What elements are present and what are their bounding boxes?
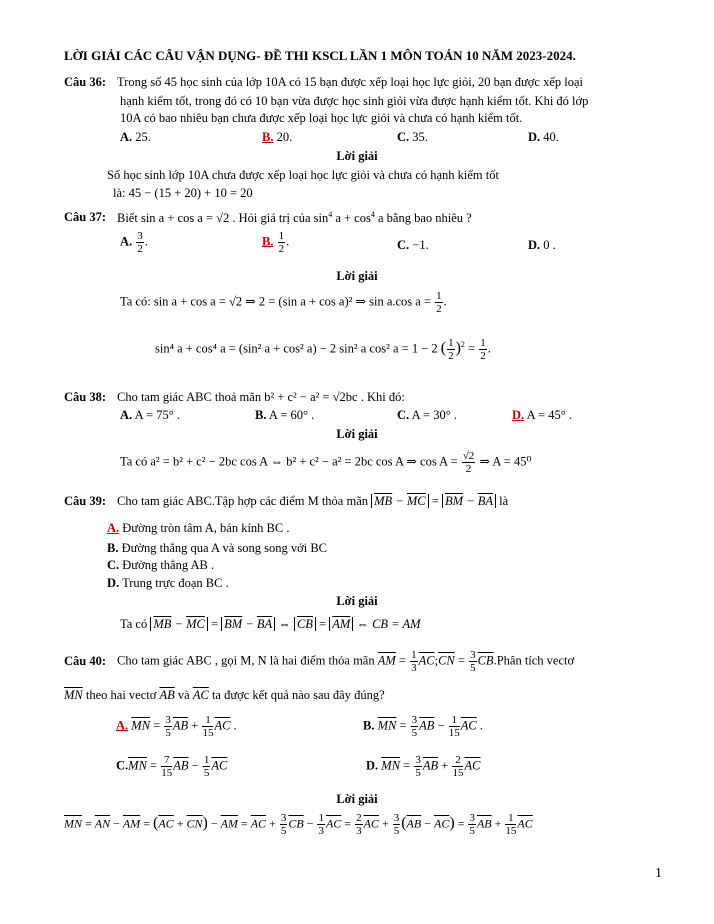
q37-stem-c: a bằng bao nhiêu ?: [377, 211, 472, 226]
q40-option-a-f1n: 3: [165, 714, 171, 726]
q37-solution-line2: sin⁴ a + cos⁴ a = (sin² a + cos² a) − 2 sin² a cos² a = 1 − 2 ( $\frac{1}{2}$ )$^2$ = $\frac{1}{2}$ .: [155, 337, 491, 362]
q36-option-b: [262, 130, 292, 145]
q39-vec-bm: $\overline{BM}$: [444, 494, 464, 508]
q37-option-b-den: 2: [278, 243, 285, 255]
q40-option-c-mn: $\overline{MN}$: [128, 758, 147, 773]
q37-option-d: [528, 238, 556, 253]
q40-vec-cn: $\overline{CN}$: [438, 653, 455, 668]
q37-label: Câu 37:: [64, 210, 107, 224]
q40-option-b-letter: B.: [363, 718, 375, 733]
q38-option-c-letter: C.: [397, 408, 410, 422]
q40-option-b: B. $\overline{MN}$ = $\frac{3}{5}$ $\overline{AB}$ − $\frac{1}{15}$ $\overline{AC}$ .: [363, 714, 483, 739]
q39-option-d-letter: D.: [107, 576, 120, 590]
q40-option-c-f1n: 7: [161, 754, 172, 767]
q38-sol-den: 2: [465, 463, 472, 475]
q38-sol-num: √2: [462, 450, 475, 462]
q40-option-d-ac: $\overline{AC}$: [464, 758, 481, 773]
q40-option-c-f2d: 5: [203, 767, 210, 779]
q37-option-a-letter: A.: [120, 234, 133, 249]
q39-option-d: [107, 576, 229, 591]
q40-vec-am: $\overline{AM}$: [377, 653, 396, 668]
q38-option-c-text: A = 30° .: [411, 408, 457, 422]
q40-option-a: A. $\overline{MN}$ = $\frac{3}{5}$ $\overline{AB}$ + $\frac{1}{15}$ $\overline{AC}$ .: [116, 714, 237, 739]
q36-option-c-letter: C.: [397, 130, 410, 144]
q40-option-d-f1n: 3: [415, 754, 421, 766]
q40-option-a-ab: $\overline{AB}$: [172, 718, 189, 733]
q40-line2-vec-ac: $\overline{AC}$: [192, 688, 209, 702]
q40-line2-b: và: [177, 688, 190, 702]
q40-option-c-ac: $\overline{AC}$: [211, 758, 228, 773]
q38-label: Câu 38:: [64, 390, 107, 404]
q40-sol-ab1: $\overline{AB}$: [406, 816, 422, 831]
q36-option-d-text: 40.: [543, 130, 559, 144]
q40-option-c-f2n: 1: [203, 754, 210, 766]
q40-line2-vec-mn: $\overline{MN}$: [64, 688, 83, 702]
q40-option-c-letter: C.: [116, 758, 129, 773]
q40-vec-cb: $\overline{CB}$: [477, 653, 494, 668]
q40-solution-heading: Lời giải: [336, 792, 378, 806]
q40-sol-ac2: $\overline{AC}$: [250, 816, 267, 831]
q40-sol-mn: $\overline{MN}$: [64, 816, 82, 831]
q39-sol-vec-ba: $\overline{BA}$: [256, 617, 273, 631]
q37-solution-line1: Ta có: sin a + cos a = √2 ⇒ 2 = (sin a + cos a)² ⇒ sin a.cos a = $\frac{1}{2}$ .: [120, 290, 447, 315]
q40-option-b-op: −: [437, 718, 445, 733]
q39-sol-prefix: Ta có: [120, 617, 148, 631]
page-number: 1: [655, 866, 662, 881]
q40-option-b-ab: $\overline{AB}$: [419, 718, 435, 733]
q38-option-b: [255, 408, 314, 423]
q39-vec-mb: $\overline{MB}$: [374, 494, 393, 508]
q39-option-d-text: Trung trực đoạn BC .: [122, 576, 229, 590]
q38-stem: Cho tam giác ABC thoả mãn b² + c² − a² = √2bc . Khi đó:: [117, 390, 405, 404]
q40-stem-frac1-den: 3: [411, 662, 417, 674]
q40-sol-fd-n: 3: [393, 812, 400, 824]
q40-line2-a: theo hai vectơ: [85, 688, 157, 702]
q37-option-b: B. $\frac{1}{2}$ .: [262, 230, 290, 255]
q40-sol-fd-d: 5: [393, 825, 400, 837]
q40-stem-frac2-num: 3: [470, 649, 476, 661]
q36-option-b-letter: B.: [262, 130, 274, 144]
q39-stem: Cho tam giác ABC.Tập hợp các điểm M thỏa mãn $\overline{MB} - \overline{MC} = \overline{BM} - \overline{BA}$ là: [117, 494, 509, 508]
q37-option-d-text: 0 .: [543, 238, 556, 252]
q36-line1: Trong số 45 học sinh của lớp 10A có 15 bạn được xếp loại học lực giỏi, 20 bạn được xếp loại: [117, 75, 584, 89]
q36-line3: 10A có bao nhiêu bạn chưa được xếp loại học lực giỏi và chưa có hạnh kiểm tốt.: [120, 111, 523, 125]
q40-option-a-ac: $\overline{AC}$: [214, 718, 231, 733]
q36-line2: hạnh kiểm tốt, trong đó có 10 bạn vừa được học sinh giỏi vừa được hạnh kiểm tốt. Khi đó lớp: [120, 94, 589, 108]
q37-solution-heading: Lời giải: [336, 269, 378, 283]
q40-sol-ff-d: 15: [505, 825, 517, 837]
q39-sol-vec-am: $\overline{AM}$: [332, 617, 351, 631]
q39-option-a: [107, 521, 289, 536]
q37-sol2-text: sin⁴ a + cos⁴ a = (sin² a + cos² a) − 2 sin² a cos² a = 1 − 2: [155, 341, 438, 356]
q40-sol-fc-d: 3: [356, 825, 362, 837]
q40-option-a-letter: A.: [116, 718, 129, 733]
q40-option-c: $C.\overline{MN}$ = $\frac{7}{15}$ $\overline{AB}$ − $\frac{1}{5}$ $\overline{AC}$: [116, 754, 228, 779]
q37-sol1-num: 1: [436, 290, 442, 302]
q40-option-d: D. $\overline{MN}$ = $\frac{3}{5}$ $\overline{AB}$ + $\frac{2}{15}$ $\overline{AC}$: [366, 754, 481, 779]
q37-option-a: A. $\frac{3}{2}$ .: [120, 230, 148, 255]
q37-stem: [117, 210, 472, 226]
q37-sol2-den: 2: [448, 350, 454, 362]
q39-sol-vec-mc: $\overline{MC}$: [186, 617, 205, 631]
q40-option-d-f2d: 15: [452, 767, 464, 779]
q40-option-b-ac: $\overline{AC}$: [460, 718, 477, 733]
q39-option-c-letter: C.: [107, 558, 120, 572]
q36-label: Câu 36:: [64, 75, 107, 89]
q40-solution: $\overline{MN} = \overline{AN} - \overline{AM} = (\overline{AC} + \overline{CN}) - \overline{AM} = \overline{AC}$ + $\frac{3}{5}$ $\overline{CB}$ − $\frac{1}{3}$ $\overline{AC}$ = $\frac{2}{3}$ $\overline{AC}$ + $\frac{3}{5}$ $(\overline{AB} - \overline{AC})$ = $\frac{3}{5}$ $\overline{AB}$ + $\frac{1}{15}$ $\overline{AC}$: [64, 812, 533, 837]
q40-sol-am: $\overline{AM}$: [122, 816, 141, 831]
q36-option-c-text: 35.: [412, 130, 428, 144]
q38-option-a-text: A = 75° .: [134, 408, 180, 422]
q39-option-b-text: Đường thẳng qua A và song song với BC: [121, 541, 328, 555]
q39-stem-end: là: [499, 494, 509, 508]
q37-option-d-letter: D.: [528, 238, 541, 252]
q40-stem-end: .Phân tích vectơ: [493, 653, 575, 668]
q37-option-c: [397, 238, 429, 253]
q40-option-d-f1d: 5: [415, 767, 421, 779]
q38-sol-text: Ta có a² = b² + c² − 2bc cos A ⇔ b² + c² − a² = 2bc cos A ⇒ cos A =: [120, 454, 458, 469]
q40-sol-am2: $\overline{AM}$: [220, 816, 238, 831]
q40-sol-cn: $\overline{CN}$: [186, 816, 203, 831]
q40-sol-ab2: $\overline{AB}$: [476, 816, 492, 831]
q40-line2-c: ta được kết quả nào sau đây đúng?: [211, 688, 385, 702]
q40-option-b-f2d: 15: [448, 727, 460, 739]
q36-solution-line1: Số học sinh lớp 10A chưa được xếp loại học lực giỏi và chưa có hạnh kiểm tốt: [107, 168, 499, 182]
q37-sol2-result-den: 2: [480, 350, 486, 362]
q36-option-d-letter: D.: [528, 130, 541, 144]
q40-option-b-f2n: 1: [449, 714, 460, 727]
q39-vec-ba: $\overline{BA}$: [477, 494, 493, 508]
q40-option-d-letter: D.: [366, 758, 379, 773]
q40-sol-fe-d: 5: [469, 825, 475, 837]
q40-option-a-mn: $\overline{MN}$: [131, 718, 151, 733]
q40-sol-fb-n: 1: [318, 812, 324, 824]
q37-option-b-num: 1: [278, 230, 285, 242]
q38-solution-heading: Lời giải: [336, 427, 378, 441]
q39-option-a-text: Đường tròn tâm A, bán kính BC .: [122, 521, 290, 535]
q38-sol-end: ⇒ A = 45⁰: [479, 454, 532, 469]
q37-sol2-result-num: 1: [480, 337, 486, 349]
q36-option-a: [120, 130, 151, 145]
q37-option-c-letter: C.: [397, 238, 410, 252]
q37-option-c-text: −1.: [412, 238, 429, 252]
q36-option-a-letter: A.: [120, 130, 133, 144]
q37-exp1: 4: [328, 210, 333, 219]
q38-option-a: [120, 408, 180, 423]
q40-option-b-mn: $\overline{MN}$: [377, 718, 397, 733]
q37-option-b-letter: B.: [262, 234, 274, 249]
q40-option-d-ab: $\overline{AB}$: [422, 758, 439, 773]
q40-sol-fc-n: 2: [356, 812, 362, 824]
q36-option-d: [528, 130, 559, 145]
q40-option-c-f1d: 15: [161, 767, 173, 779]
q36-option-c: [397, 130, 428, 145]
q40-stem-frac1-num: 1: [411, 649, 417, 661]
q40-sol-ac3: $\overline{AC}$: [325, 816, 342, 831]
q40-sol-fa-n: 3: [280, 812, 287, 824]
q38-option-c: [397, 408, 457, 423]
q39-option-a-letter: A.: [107, 521, 120, 535]
q38-option-d-letter: D.: [512, 408, 525, 422]
q40-sol-an: $\overline{AN}$: [94, 816, 111, 831]
q40-option-d-mn: $\overline{MN}$: [381, 758, 401, 773]
q40-option-b-f1n: 3: [411, 714, 418, 726]
q39-option-b-letter: B.: [107, 541, 119, 555]
q39-vec-mc: $\overline{MC}$: [406, 494, 426, 508]
q38-option-d: [512, 408, 572, 423]
q36-solution-line2: là: 45 − (15 + 20) + 10 = 20: [113, 186, 253, 200]
q40-option-a-f2n: 1: [202, 714, 213, 727]
q39-sol-end: ⇔ CB = AM: [356, 617, 421, 631]
page-title: LỜI GIẢI CÁC CÂU VẬN DỤNG- ĐỀ THI KSCL LẦN 1 MÔN TOÁN 10 NĂM 2023-2024.: [64, 48, 576, 63]
q37-exp2: 4: [370, 210, 375, 219]
q40-sol-fb-d: 3: [318, 825, 324, 837]
q39-label: Câu 39:: [64, 494, 107, 508]
q40-sol-cb: $\overline{CB}$: [288, 816, 304, 831]
q38-solution: [120, 450, 532, 475]
q40-option-c-ab: $\overline{AB}$: [173, 758, 189, 773]
q38-option-a-letter: A.: [120, 408, 133, 422]
q36-solution-heading: Lời giải: [336, 149, 378, 163]
q38-option-d-text: A = 45° .: [526, 408, 572, 422]
q39-option-b: [107, 541, 327, 556]
q37-sol1-text: Ta có: sin a + cos a = √2 ⇒ 2 = (sin a + cos a)² ⇒ sin a.cos a =: [120, 294, 431, 309]
q40-option-b-f1d: 5: [411, 727, 418, 739]
q40-option-d-f2n: 2: [452, 754, 463, 767]
q38-option-b-letter: B.: [255, 408, 267, 422]
q40-sol-ac5: $\overline{AC}$: [433, 816, 450, 831]
q40-option-c-op: −: [191, 758, 199, 773]
q39-solution-heading: Lời giải: [336, 594, 378, 608]
q37-option-a-den: 2: [137, 243, 143, 255]
q40-stem: Cho tam giác ABC , gọi M, N là hai điểm thỏa mãn $\overline{AM}$ = $\frac{1}{3}$ $\overline{AC};\overline{CN}$ = $\frac{3}{5}$ $\overline{CB}.Phân$ tích vectơ: [117, 649, 575, 674]
q38-option-b-text: A = 60° .: [268, 408, 315, 422]
q39-sol-vec-bm: $\overline{BM}$: [224, 617, 243, 631]
q40-sol-fa-d: 5: [280, 825, 287, 837]
q36-option-b-text: 20.: [276, 130, 293, 144]
q39-sol-vec-cb: $\overline{CB}$: [296, 617, 313, 631]
q37-stem-b: a + cos: [335, 211, 371, 226]
q37-sol2-exp: 2: [460, 340, 465, 350]
q37-sol1-den: 2: [436, 303, 442, 315]
q40-option-d-op: +: [441, 758, 449, 773]
q40-vec-ac: $\overline{AC}$: [418, 653, 435, 668]
q36-option-a-text: 25.: [135, 130, 151, 144]
q40-stem-frac2-den: 5: [470, 662, 476, 674]
q40-label: Câu 40:: [64, 654, 107, 668]
q39-solution: Ta có $\overline{MB} - \overline{MC} = \overline{BM} - \overline{BA}$ ⇔ $\overline{CB} = \overline{AM}$ ⇔ CB = AM: [120, 617, 421, 631]
q37-option-a-num: 3: [137, 230, 143, 242]
q39-option-c-text: Đường thẳng AB .: [122, 558, 215, 572]
q40-sol-ac1: $\overline{AC}$: [158, 816, 174, 831]
q40-option-a-op: +: [191, 718, 199, 733]
q40-sol-ac6: $\overline{AC}$: [517, 816, 533, 831]
q39-sol-vec-mb: $\overline{MB}$: [153, 617, 172, 631]
q37-sol2-num: 1: [448, 337, 454, 349]
q39-option-c: [107, 558, 214, 573]
q40-sol-ac4: $\overline{AC}$: [363, 816, 379, 831]
q39-stem-text: Cho tam giác ABC.Tập hợp các điểm M thỏa mãn: [117, 494, 369, 508]
q40-option-a-f1d: 5: [165, 727, 171, 739]
q40-sol-fe-n: 3: [469, 812, 475, 824]
q40-option-a-f2d: 15: [202, 727, 214, 739]
q40-stem-text: Cho tam giác ABC , gọi M, N là hai điểm thỏa mãn: [117, 653, 375, 668]
q37-stem-a: Biết sin a + cos a = √2 . Hỏi giá trị của sin: [117, 211, 329, 226]
q40-sol-ff-n: 1: [505, 812, 516, 825]
q40-line2-vec-ab: $\overline{AB}$: [159, 688, 175, 702]
q40-line2: [64, 688, 385, 703]
